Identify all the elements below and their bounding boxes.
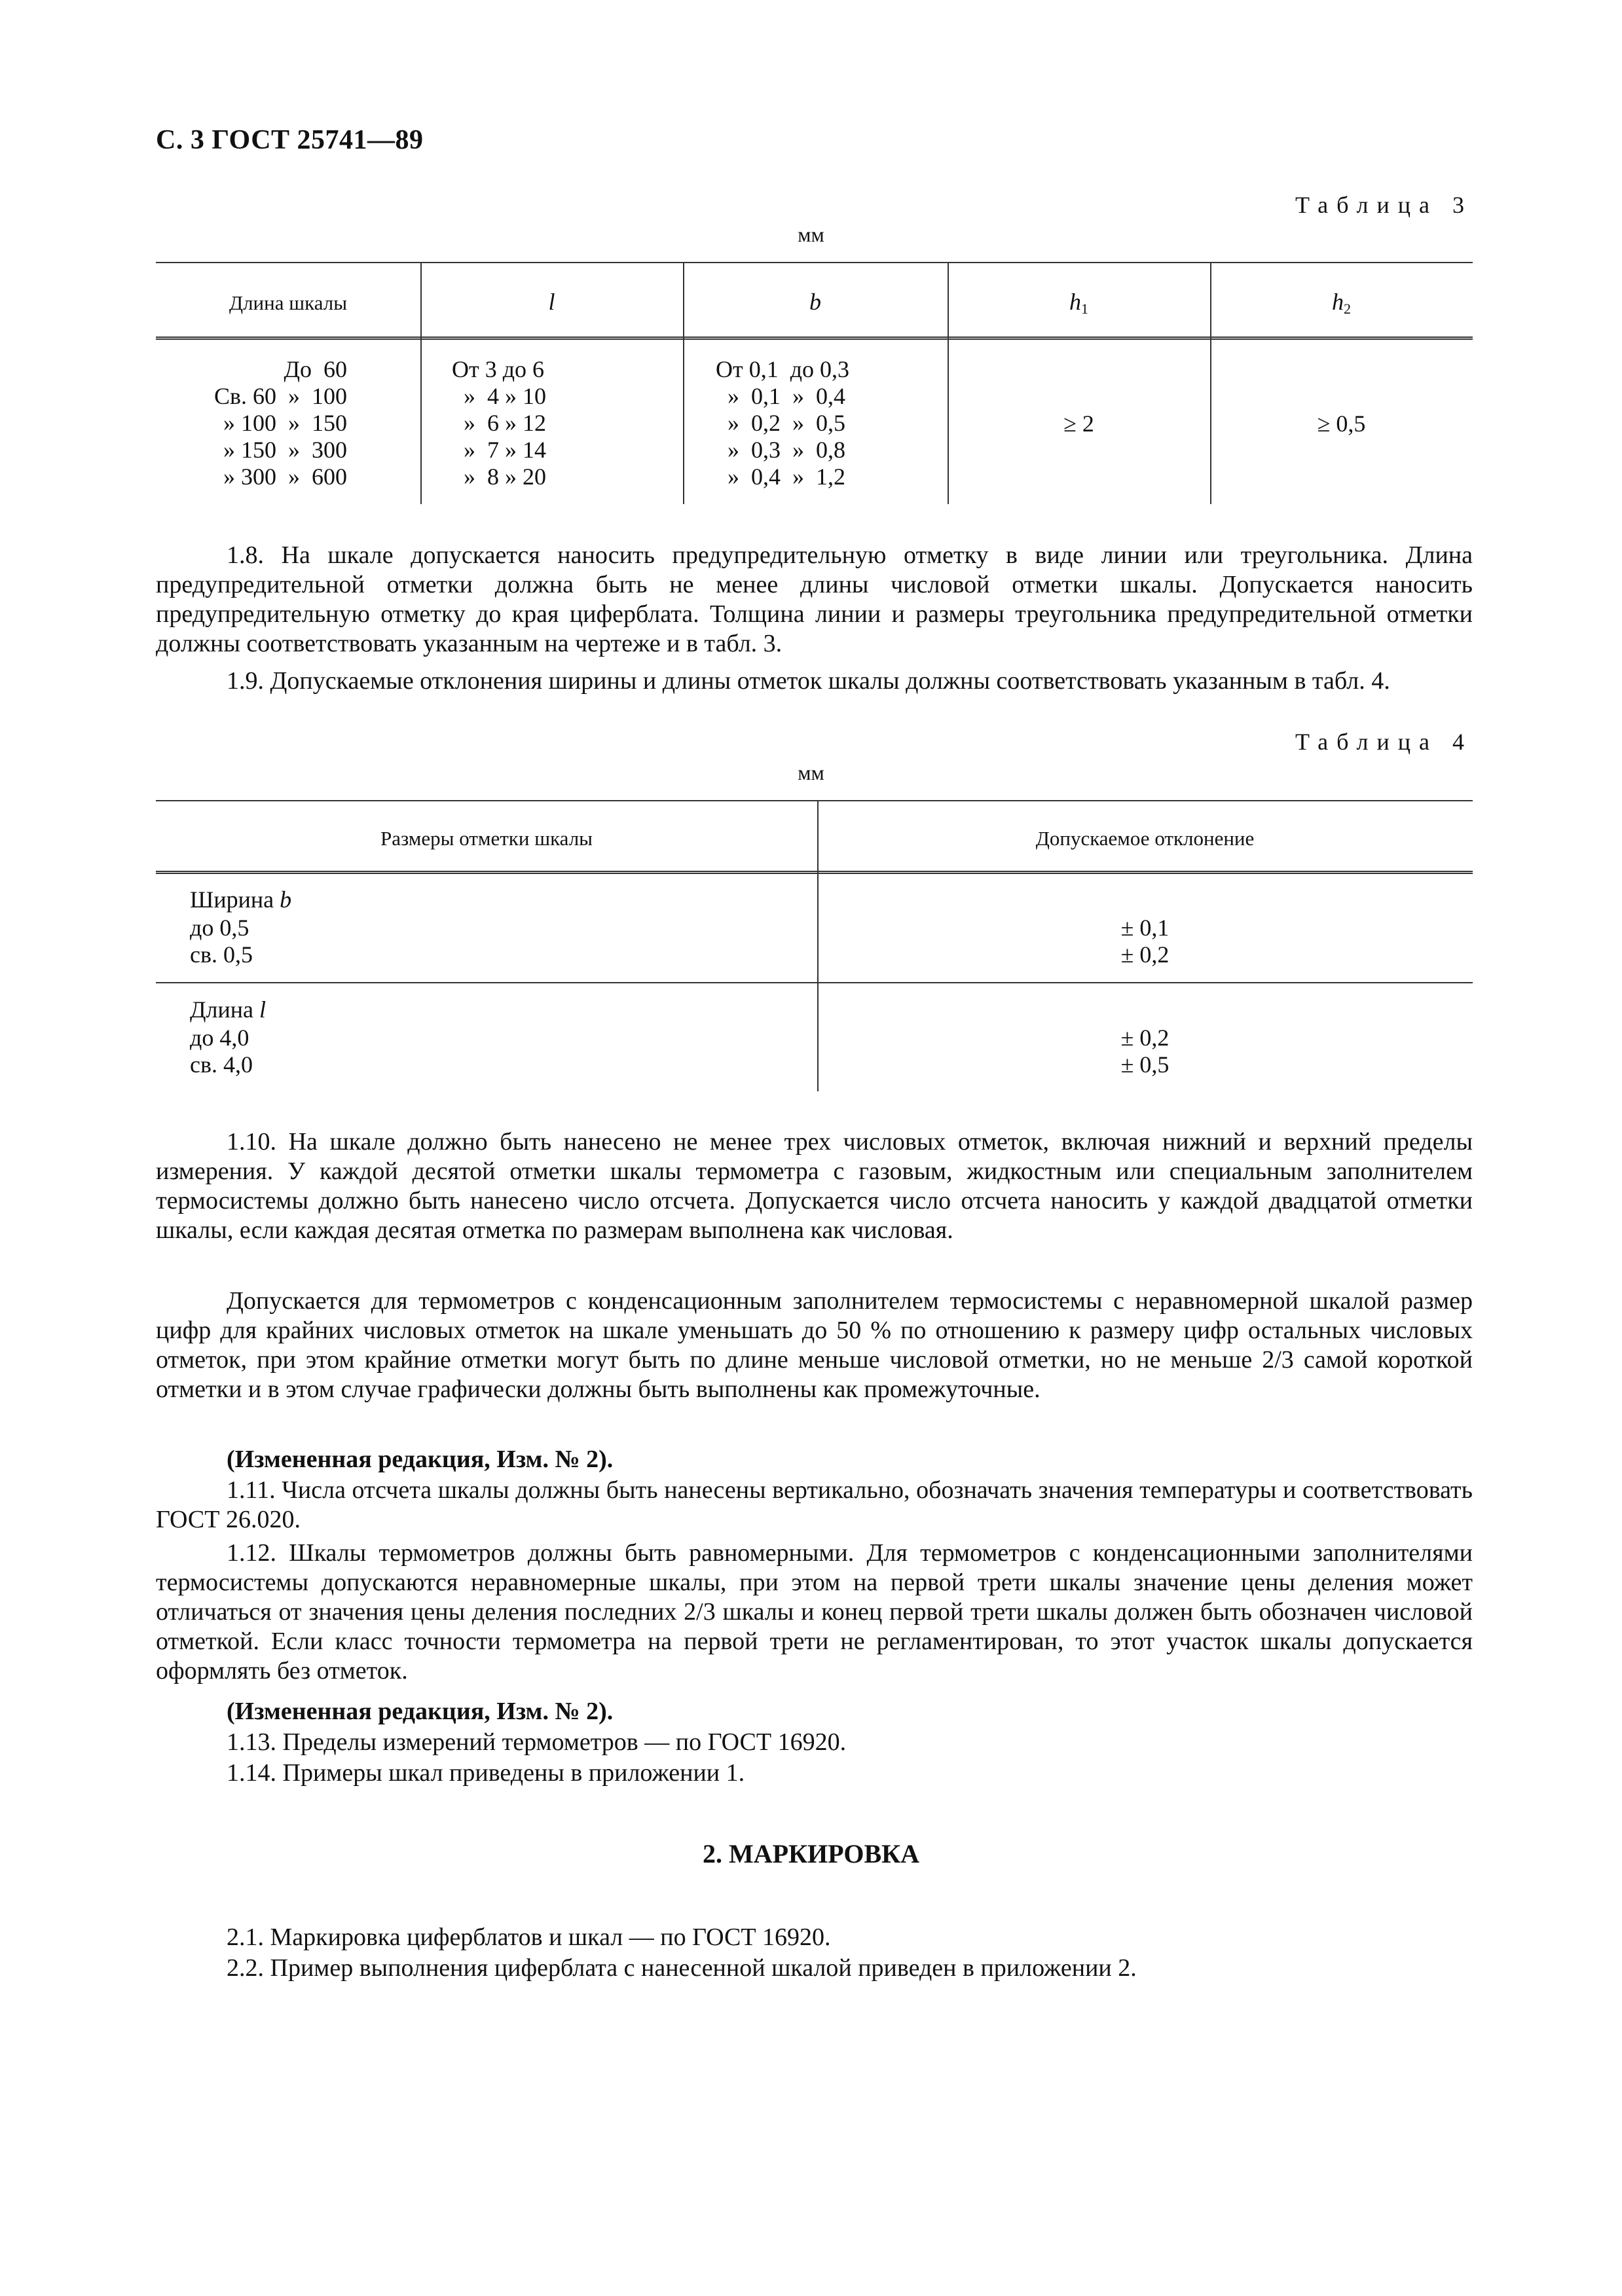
table-4-caption: Таблица 4: [1295, 729, 1473, 755]
paragraph-1-8: 1.8. На шкале допускается наносить предупредительную отметку в виде линии или треугольника. Длина предупредительной отметки должна быть не менее длины числовой отметки шкалы. Допускается наносить предупредительную отметку до края циферблата. Толщина линии и размеры треугольника предупредительной отметки должны соответствовать указанным на чертеже и в табл. 3.: [156, 541, 1473, 657]
paragraph-1-13: 1.13. Пределы измерений термометров — по ГОСТ 16920.: [227, 1728, 847, 1756]
table-4-length-deviation: ± 0,2 ± 0,5: [1120, 1025, 1170, 1078]
table-4-header-size: Размеры отметки шкалы: [380, 827, 593, 850]
page-header: С. 3 ГОСТ 25741—89: [156, 125, 424, 155]
paragraph-2-1: 2.1. Маркировка циферблатов и шкал — по ГОСТ 16920.: [227, 1923, 831, 1951]
paragraph-1-12: 1.12. Шкалы термометров должны быть равномерными. Для термометров с конденсационными заполнителями термосистемы допускаются неравномерные шкалы, при этом на первой трети шкалы значение цены деления может отличаться от значения цены деления последних 2/3 шкалы и конец первой трети шкалы должен быть обозначен числовой отметкой. Если класс точности термометра на первой трети не регламентирован, то этот участок шкалы допускается оформлять без отметок.: [156, 1539, 1473, 1685]
table-3-header-b: b: [809, 289, 821, 315]
table-4-header-rule: [156, 871, 1473, 874]
table-3-length-cells: До 60 Св. 60 » 100 » 100 » 150 » 150 » 300 » 300 » 600: [213, 356, 347, 490]
paragraph-1-10: 1.10. На шкале должно быть нанесено не менее трех числовых отметок, включая нижний и верхний пределы измерения. У каждой десятой отметки шкалы термометра с газовым, жидкостным или специальным заполнителем термосистемы должно быть нанесено число отсчета. Допускается число отсчета наносить у каждой двадцатой отметки шкалы, если каждая десятая отметка по размерам выполнена как числовая.: [156, 1128, 1473, 1244]
table-4-units: мм: [798, 761, 824, 784]
amendment-note: (Измененная редакция, Изм. № 2).: [227, 1446, 614, 1473]
paragraph-2-2: 2.2. Пример выполнения циферблата с нанесенной шкалой приведен в приложении 2.: [227, 1954, 1137, 1982]
table-3-h2-value: ≥ 0,5: [1317, 410, 1366, 437]
paragraph-1-10-b: Допускается для термометров с конденсационным заполнителем термосистемы с неравномерной шкалой размер цифр для крайних числовых отметок на шкале уменьшать до 50 % по отношению к размеру цифр остальных числовых отметок, при этом крайние отметки могут быть по длине меньше числовой отметки, но не меньше 2/3 самой короткой отметки и в этом случае графически должны быть выполнены как промежуточные.: [156, 1287, 1473, 1403]
table-4-header-deviation: Допускаемое отклонение: [1035, 827, 1255, 850]
table-3-top-rule: [156, 262, 1473, 263]
table-4-width-rows: до 0,5 св. 0,5: [190, 915, 253, 968]
table-3-caption: Таблица 3: [1295, 192, 1473, 218]
table-4-length-label: Длина l: [190, 996, 267, 1023]
table-4-width-deviation: ± 0,1 ± 0,2: [1120, 915, 1170, 968]
table-3-b-cells: От 0,1 до 0,3 » 0,1 » 0,4 » 0,2 » 0,5 » 0,3 » 0,8 » 0,4 » 1,2: [716, 356, 850, 490]
table-3-header-h1: $h_1$: [1069, 289, 1088, 317]
paragraph-1-11: 1.11. Числа отсчета шкалы должны быть нанесены вертикально, обозначать значения температуры и соответствовать ГОСТ 26.020.: [156, 1476, 1473, 1533]
table-4-width-label: Ширина b: [190, 886, 292, 913]
section-2-title: 2. МАРКИРОВКА: [702, 1839, 920, 1868]
table-4-row-rule: [156, 982, 1473, 983]
table-3-header-l: l: [548, 289, 555, 315]
table-3-header-h2: $h_2$: [1332, 289, 1351, 317]
amendment-note: (Измененная редакция, Изм. № 2).: [227, 1698, 614, 1725]
table-4-length-rows: до 4,0 св. 4,0: [190, 1025, 253, 1078]
paragraph-1-9: 1.9. Допускаемые отклонения ширины и длины отметок шкалы должны соответствовать указанным в табл. 4.: [227, 667, 1390, 695]
table-3-header-length: Длина шкалы: [229, 291, 348, 314]
table-3-header-rule: [156, 337, 1473, 340]
table-4-top-rule: [156, 800, 1473, 801]
table-3-l-cells: От 3 до 6 » 4 » 10 » 6 » 12 » 7 » 14 » 8 » 20: [452, 356, 546, 490]
table-3-h1-value: ≥ 2: [1063, 410, 1094, 437]
paragraph-1-14: 1.14. Примеры шкал приведены в приложении 1.: [227, 1759, 745, 1787]
table-3-units: мм: [798, 223, 824, 246]
